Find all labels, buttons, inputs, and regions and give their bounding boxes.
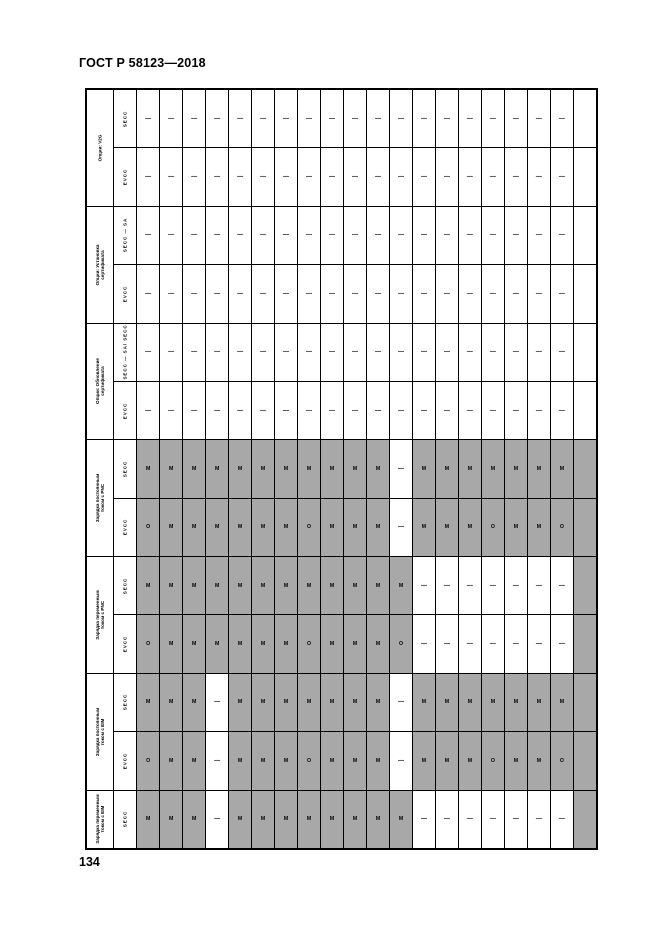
matrix-cell: O	[137, 732, 160, 790]
column-group-label-opt_cert_ins: Опции: Установка сертификата	[87, 206, 114, 323]
matrix-cell: —	[367, 265, 390, 323]
matrix-cell: M	[412, 440, 435, 498]
matrix-cell: O	[137, 498, 160, 556]
matrix-cell: —	[252, 90, 275, 148]
column-sub-label: SECC	[114, 673, 137, 731]
matrix-cell: M	[183, 673, 206, 731]
matrix-cell: O	[298, 732, 321, 790]
matrix-cell: O	[550, 498, 573, 556]
matrix-cell: —	[206, 206, 229, 264]
matrix-cell: M	[183, 440, 206, 498]
matrix-cell: —	[137, 90, 160, 148]
matrix-cell: —	[481, 790, 504, 849]
matrix-cell: —	[344, 148, 367, 206]
matrix-cell: —	[367, 90, 390, 148]
page-number: 134	[79, 855, 100, 869]
matrix-cell: —	[367, 381, 390, 439]
matrix-cell: —	[252, 265, 275, 323]
matrix-cell: —	[412, 206, 435, 264]
matrix-cell: M	[252, 790, 275, 849]
matrix-cell: —	[412, 148, 435, 206]
matrix-cell: —	[183, 265, 206, 323]
table-continuation-label	[0, 576, 1, 736]
matrix-cell: M	[252, 440, 275, 498]
matrix-cell: —	[550, 206, 573, 264]
matrix-cell: —	[527, 265, 550, 323]
column-sub-label: EVCC	[114, 381, 137, 439]
matrix-cell: —	[458, 323, 481, 381]
matrix-cell: —	[206, 265, 229, 323]
matrix-cell: —	[504, 615, 527, 673]
matrix-cell: M	[275, 732, 298, 790]
matrix-cell: —	[412, 381, 435, 439]
matrix-cell: —	[389, 673, 412, 731]
column-sub-label: SECC	[114, 557, 137, 615]
matrix-body	[87, 90, 597, 849]
matrix-cell: —	[504, 206, 527, 264]
matrix-cell: —	[252, 323, 275, 381]
matrix-cell	[573, 790, 596, 849]
matrix-cell: —	[389, 440, 412, 498]
matrix-cell: —	[458, 265, 481, 323]
matrix-cell: —	[275, 206, 298, 264]
matrix-cell: —	[504, 265, 527, 323]
matrix-cell: —	[183, 148, 206, 206]
matrix-cell: M	[321, 615, 344, 673]
matrix-cell: M	[183, 732, 206, 790]
matrix-cell: M	[160, 732, 183, 790]
matrix-cell: —	[183, 206, 206, 264]
matrix-cell: M	[252, 557, 275, 615]
matrix-cell: M	[160, 615, 183, 673]
matrix-cell: M	[229, 498, 252, 556]
matrix-cell: M	[160, 790, 183, 849]
column-sub-label: SECC	[114, 90, 137, 148]
matrix-cell	[573, 557, 596, 615]
matrix-cell: —	[481, 557, 504, 615]
matrix-cell: —	[458, 206, 481, 264]
matrix-cell: —	[550, 90, 573, 148]
matrix-cell	[573, 148, 596, 206]
matrix-cell: M	[137, 673, 160, 731]
matrix-cell: M	[275, 440, 298, 498]
matrix-cell: —	[160, 323, 183, 381]
matrix-cell: —	[252, 206, 275, 264]
matrix-cell: M	[275, 615, 298, 673]
matrix-cell: M	[435, 498, 458, 556]
matrix-cell: M	[344, 498, 367, 556]
matrix-cell: —	[412, 265, 435, 323]
matrix-cell: —	[481, 90, 504, 148]
matrix-cell: M	[458, 440, 481, 498]
matrix-cell: M	[229, 440, 252, 498]
matrix-cell: M	[344, 673, 367, 731]
matrix-cell: —	[481, 615, 504, 673]
matrix-cell: —	[389, 498, 412, 556]
matrix-cell: M	[344, 440, 367, 498]
matrix-cell: —	[435, 790, 458, 849]
matrix-cell: —	[252, 148, 275, 206]
matrix-cell: —	[527, 381, 550, 439]
matrix-cell: —	[229, 381, 252, 439]
matrix-cell: —	[458, 381, 481, 439]
matrix-cell: —	[229, 206, 252, 264]
matrix-cell: —	[344, 206, 367, 264]
column-sub-label: EVCC	[114, 498, 137, 556]
matrix-cell: —	[206, 790, 229, 849]
matrix-cell: —	[412, 323, 435, 381]
matrix-cell: —	[389, 323, 412, 381]
matrix-cell: M	[321, 440, 344, 498]
matrix-cell	[573, 673, 596, 731]
matrix-cell: O	[298, 615, 321, 673]
matrix-cell	[573, 323, 596, 381]
column-sub-label: SECC	[114, 790, 137, 849]
matrix-cell: —	[275, 323, 298, 381]
matrix-cell: —	[435, 265, 458, 323]
matrix-cell: M	[389, 557, 412, 615]
column-group-label-ac_eim: Зарядка переменным током с EIM	[87, 790, 114, 849]
matrix-cell: —	[321, 90, 344, 148]
matrix-cell: M	[389, 790, 412, 849]
column-group-label-ac_pnc: Зарядка переменным током с PNC	[87, 557, 114, 674]
matrix-cell	[573, 440, 596, 498]
matrix-cell: —	[160, 381, 183, 439]
matrix-cell: —	[527, 148, 550, 206]
matrix-cell: —	[389, 732, 412, 790]
matrix-cell: —	[550, 615, 573, 673]
matrix-cell: —	[389, 206, 412, 264]
column-sub-label: EVCC	[114, 148, 137, 206]
matrix-cell: —	[550, 557, 573, 615]
matrix-cell: M	[344, 615, 367, 673]
matrix-cell: —	[321, 148, 344, 206]
matrix-cell: —	[527, 557, 550, 615]
matrix-cell: M	[206, 440, 229, 498]
matrix-cell: —	[412, 557, 435, 615]
matrix-cell: M	[367, 732, 390, 790]
column-group-label-dc_pnc: Зарядка постоянным током с PNC	[87, 440, 114, 557]
matrix-cell: —	[527, 206, 550, 264]
matrix-cell	[573, 615, 596, 673]
matrix-cell: —	[321, 381, 344, 439]
matrix-cell: —	[160, 148, 183, 206]
matrix-cell: —	[504, 323, 527, 381]
matrix-cell: O	[137, 615, 160, 673]
matrix-cell: —	[137, 323, 160, 381]
column-group-label-opt_v2g: Опции: V2G	[87, 90, 114, 207]
matrix-cell: M	[435, 440, 458, 498]
column-group-label-dc_eim: Зарядка постоянным током с EIM	[87, 673, 114, 790]
matrix-cell: —	[183, 323, 206, 381]
matrix-cell	[573, 732, 596, 790]
matrix-cell: —	[298, 90, 321, 148]
matrix-cell: M	[321, 498, 344, 556]
matrix-cell: —	[504, 790, 527, 849]
matrix-cell: —	[389, 90, 412, 148]
matrix-cell: M	[137, 557, 160, 615]
requirements-matrix	[86, 89, 597, 849]
matrix-cell: —	[550, 323, 573, 381]
matrix-cell: M	[344, 732, 367, 790]
matrix-cell: M	[367, 673, 390, 731]
matrix-cell: —	[206, 381, 229, 439]
matrix-cell: —	[458, 557, 481, 615]
matrix-cell: —	[504, 557, 527, 615]
matrix-cell: —	[458, 90, 481, 148]
matrix-cell: —	[229, 323, 252, 381]
matrix-cell: O	[550, 732, 573, 790]
column-sub-label: EVCC	[114, 732, 137, 790]
matrix-cell: —	[435, 615, 458, 673]
matrix-cell: M	[435, 732, 458, 790]
matrix-cell: M	[527, 498, 550, 556]
matrix-cell: —	[550, 381, 573, 439]
matrix-cell: M	[229, 615, 252, 673]
matrix-cell: M	[367, 440, 390, 498]
matrix-row	[87, 615, 597, 673]
matrix-cell: —	[160, 90, 183, 148]
matrix-cell: M	[504, 498, 527, 556]
matrix-cell: —	[389, 148, 412, 206]
matrix-cell: M	[321, 790, 344, 849]
matrix-cell: M	[367, 498, 390, 556]
matrix-row	[87, 732, 597, 790]
matrix-row	[87, 323, 597, 381]
matrix-cell: —	[160, 206, 183, 264]
matrix-cell: —	[229, 148, 252, 206]
matrix-cell: —	[412, 615, 435, 673]
matrix-cell: —	[298, 148, 321, 206]
matrix-cell: M	[206, 615, 229, 673]
matrix-cell: M	[344, 557, 367, 615]
matrix-cell: —	[344, 381, 367, 439]
matrix-cell: M	[160, 557, 183, 615]
matrix-cell: M	[275, 498, 298, 556]
matrix-cell: M	[435, 673, 458, 731]
matrix-cell: M	[275, 790, 298, 849]
matrix-cell: —	[367, 206, 390, 264]
matrix-cell	[573, 381, 596, 439]
matrix-cell: —	[344, 90, 367, 148]
matrix-cell: O	[481, 732, 504, 790]
matrix-cell: M	[183, 790, 206, 849]
matrix-cell: M	[298, 790, 321, 849]
matrix-cell: —	[481, 381, 504, 439]
matrix-cell	[573, 206, 596, 264]
matrix-cell: —	[206, 673, 229, 731]
matrix-cell: —	[298, 206, 321, 264]
matrix-cell: —	[458, 615, 481, 673]
matrix-row	[87, 557, 597, 615]
matrix-cell: —	[504, 148, 527, 206]
matrix-cell: M	[550, 440, 573, 498]
matrix-row	[87, 673, 597, 731]
matrix-cell: M	[298, 673, 321, 731]
matrix-cell: M	[137, 790, 160, 849]
matrix-cell: M	[367, 557, 390, 615]
matrix-cell: M	[481, 440, 504, 498]
matrix-cell: —	[229, 90, 252, 148]
matrix-cell: —	[183, 90, 206, 148]
matrix-cell: M	[550, 673, 573, 731]
matrix-cell: M	[298, 557, 321, 615]
matrix-cell: M	[504, 440, 527, 498]
matrix-cell: —	[481, 323, 504, 381]
matrix-cell: M	[412, 498, 435, 556]
matrix-cell: M	[412, 732, 435, 790]
matrix-cell: —	[275, 90, 298, 148]
matrix-cell: —	[504, 90, 527, 148]
matrix-cell: —	[435, 323, 458, 381]
column-sub-label: EVCC	[114, 615, 137, 673]
matrix-cell: M	[298, 440, 321, 498]
matrix-cell: —	[527, 790, 550, 849]
matrix-cell: M	[344, 790, 367, 849]
matrix-cell: M	[252, 732, 275, 790]
matrix-cell: M	[229, 673, 252, 731]
matrix-cell: —	[550, 148, 573, 206]
matrix-cell: —	[527, 323, 550, 381]
matrix-row	[87, 381, 597, 439]
matrix-cell: —	[481, 206, 504, 264]
matrix-cell: —	[550, 790, 573, 849]
matrix-cell: M	[229, 732, 252, 790]
matrix-cell: M	[183, 557, 206, 615]
matrix-cell: M	[275, 673, 298, 731]
matrix-cell: M	[275, 557, 298, 615]
column-sub-label: SECC	[114, 440, 137, 498]
matrix-cell: —	[206, 90, 229, 148]
matrix-cell: —	[435, 90, 458, 148]
matrix-cell: —	[344, 323, 367, 381]
matrix-cell: —	[389, 265, 412, 323]
matrix-cell: —	[527, 615, 550, 673]
matrix-cell: M	[183, 615, 206, 673]
matrix-cell: M	[527, 732, 550, 790]
matrix-row	[87, 440, 597, 498]
matrix-cell: —	[298, 323, 321, 381]
matrix-cell	[573, 90, 596, 148]
matrix-cell: M	[504, 732, 527, 790]
matrix-cell: —	[435, 148, 458, 206]
matrix-cell: —	[458, 148, 481, 206]
matrix-cell: O	[481, 498, 504, 556]
matrix-cell: —	[412, 90, 435, 148]
matrix-cell: M	[206, 498, 229, 556]
matrix-cell	[573, 265, 596, 323]
matrix-cell: —	[321, 265, 344, 323]
matrix-cell: M	[527, 440, 550, 498]
matrix-cell: O	[389, 615, 412, 673]
matrix-cell: —	[298, 265, 321, 323]
matrix-cell: —	[206, 148, 229, 206]
table-104-continued	[85, 88, 598, 850]
matrix-cell: —	[206, 732, 229, 790]
column-sub-label: SECC — SA	[114, 206, 137, 264]
matrix-cell: —	[504, 381, 527, 439]
matrix-cell: M	[160, 440, 183, 498]
matrix-cell: —	[321, 323, 344, 381]
matrix-cell: M	[229, 790, 252, 849]
matrix-row	[87, 90, 597, 148]
matrix-cell: —	[344, 265, 367, 323]
matrix-cell: —	[435, 381, 458, 439]
matrix-cell: —	[527, 90, 550, 148]
matrix-cell: —	[252, 381, 275, 439]
matrix-cell: —	[275, 265, 298, 323]
matrix-cell: M	[321, 673, 344, 731]
matrix-cell: M	[481, 673, 504, 731]
matrix-row	[87, 206, 597, 264]
matrix-cell: M	[229, 557, 252, 615]
matrix-cell: M	[252, 673, 275, 731]
matrix-cell: —	[206, 323, 229, 381]
matrix-cell: M	[183, 498, 206, 556]
matrix-cell: —	[435, 557, 458, 615]
matrix-cell: M	[527, 673, 550, 731]
matrix-cell: —	[298, 381, 321, 439]
matrix-cell: M	[252, 615, 275, 673]
standard-header: ГОСТ Р 58123—2018	[79, 56, 206, 70]
matrix-cell: M	[367, 790, 390, 849]
matrix-cell: M	[458, 673, 481, 731]
matrix-cell: —	[229, 265, 252, 323]
matrix-cell: M	[321, 732, 344, 790]
matrix-cell: —	[550, 265, 573, 323]
matrix-cell: —	[389, 381, 412, 439]
matrix-cell: —	[367, 148, 390, 206]
matrix-cell: M	[367, 615, 390, 673]
matrix-cell: M	[458, 732, 481, 790]
matrix-cell: —	[435, 206, 458, 264]
matrix-cell: M	[412, 673, 435, 731]
matrix-cell: —	[321, 206, 344, 264]
matrix-cell: —	[481, 148, 504, 206]
matrix-cell: —	[275, 381, 298, 439]
matrix-cell: —	[160, 265, 183, 323]
matrix-row	[87, 790, 597, 849]
matrix-cell	[573, 498, 596, 556]
matrix-cell: M	[160, 673, 183, 731]
matrix-cell: —	[137, 206, 160, 264]
matrix-cell: M	[321, 557, 344, 615]
matrix-row	[87, 265, 597, 323]
matrix-cell: M	[458, 498, 481, 556]
column-sub-label: SECC — SA/ SECC	[114, 323, 137, 381]
matrix-cell: —	[367, 323, 390, 381]
matrix-cell: —	[137, 381, 160, 439]
matrix-row	[87, 148, 597, 206]
matrix-row	[87, 498, 597, 556]
matrix-cell: —	[183, 381, 206, 439]
matrix-cell: —	[481, 265, 504, 323]
column-sub-label: EVCC	[114, 265, 137, 323]
matrix-cell: M	[137, 440, 160, 498]
matrix-cell: M	[504, 673, 527, 731]
matrix-cell: M	[252, 498, 275, 556]
column-group-label-opt_cert_upd: Опции: Обновление сертификата	[87, 323, 114, 440]
matrix-cell: —	[137, 148, 160, 206]
matrix-cell: O	[298, 498, 321, 556]
matrix-cell: —	[412, 790, 435, 849]
matrix-cell: —	[137, 265, 160, 323]
matrix-cell: M	[206, 557, 229, 615]
matrix-cell: —	[275, 148, 298, 206]
matrix-cell: M	[160, 498, 183, 556]
matrix-cell: —	[458, 790, 481, 849]
